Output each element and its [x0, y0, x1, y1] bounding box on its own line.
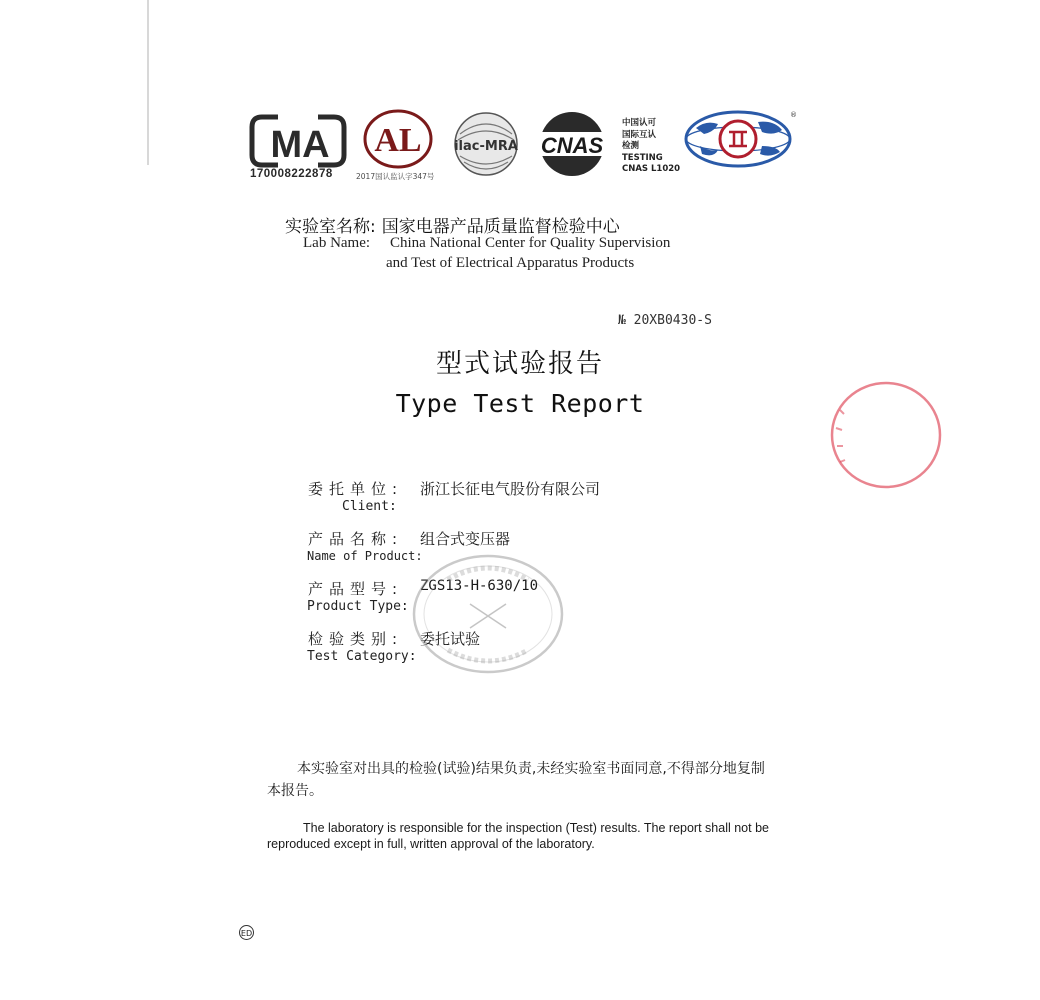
cma-logo-text: MA — [270, 124, 330, 166]
inspection-stamp — [408, 550, 568, 680]
product-name-value: 组合式变压器 — [420, 530, 511, 548]
product-name-label-en: Name of Product: — [307, 549, 423, 563]
cma-logo — [248, 113, 348, 169]
globe-inspection-logo — [684, 110, 796, 168]
cnas-logo — [532, 110, 612, 178]
report-title-zh: 型式试验报告 — [435, 349, 604, 379]
test-category-label-zh: 检验类别: — [308, 630, 404, 648]
scan-edge-line — [147, 0, 149, 165]
client-label-zh: 委托单位: — [308, 480, 404, 498]
accreditation-line: 检测 — [622, 141, 640, 151]
product-type-label-en: Product Type: — [307, 599, 409, 614]
cal-number: 2017国认监认字347号 — [356, 172, 435, 181]
cma-number: 170008222878 — [250, 168, 333, 180]
lab-name-en-line2: and Test of Electrical Apparatus Products — [386, 255, 635, 271]
accreditation-text-block — [622, 118, 680, 176]
accreditation-line: TESTING — [622, 152, 663, 163]
lab-name-en-label: Lab Name: — [303, 235, 371, 251]
report-number: № 20XB0430-S — [618, 313, 712, 328]
disclaimer-en: The laboratory is responsible for the inspection (Test) results. The report shall not be reproduced except in full, written approval of the laboratory. — [267, 821, 769, 851]
test-category-label-en: Test Category: — [307, 649, 417, 664]
lab-name-zh-label: 实验室名称: — [285, 217, 376, 237]
product-type-value: ZGS13-H-630/10 — [420, 578, 539, 594]
report-title-en: Type Test Report — [395, 389, 645, 418]
product-name-label-zh: 产品名称: — [308, 530, 404, 548]
lab-name-en-line1: China National Center for Quality Supervision — [390, 235, 671, 251]
client-value: 浙江长征电气股份有限公司 — [420, 480, 601, 498]
test-category-value: 委托试验 — [420, 630, 481, 648]
product-type-label-zh: 产品型号: — [308, 580, 404, 598]
disclaimer-zh: 本实验室对出具的检验(试验)结果负责,未经实验室书面同意,不得部分地复制本报告。 — [267, 761, 765, 799]
client-label-en: Client: — [342, 499, 397, 514]
accreditation-line: 中国认可 — [622, 118, 657, 128]
ilac-logo-text: ilac-MRA — [454, 139, 518, 154]
footer-mark: ED — [239, 925, 254, 940]
lab-name-zh — [285, 212, 620, 237]
cnas-logo-text: CNAS — [540, 133, 604, 158]
cal-logo-text: AL — [374, 122, 422, 159]
ilac-mra-logo — [450, 110, 522, 178]
partial-red-seal — [828, 380, 858, 490]
lab-name-zh-value: 国家电器产品质量监督检验中心 — [381, 217, 620, 237]
accreditation-line: CNAS L1020 — [622, 164, 681, 174]
cal-logo — [362, 108, 434, 172]
accreditation-line: 国际互认 — [622, 129, 657, 140]
svg-text:®: ® — [790, 111, 797, 119]
